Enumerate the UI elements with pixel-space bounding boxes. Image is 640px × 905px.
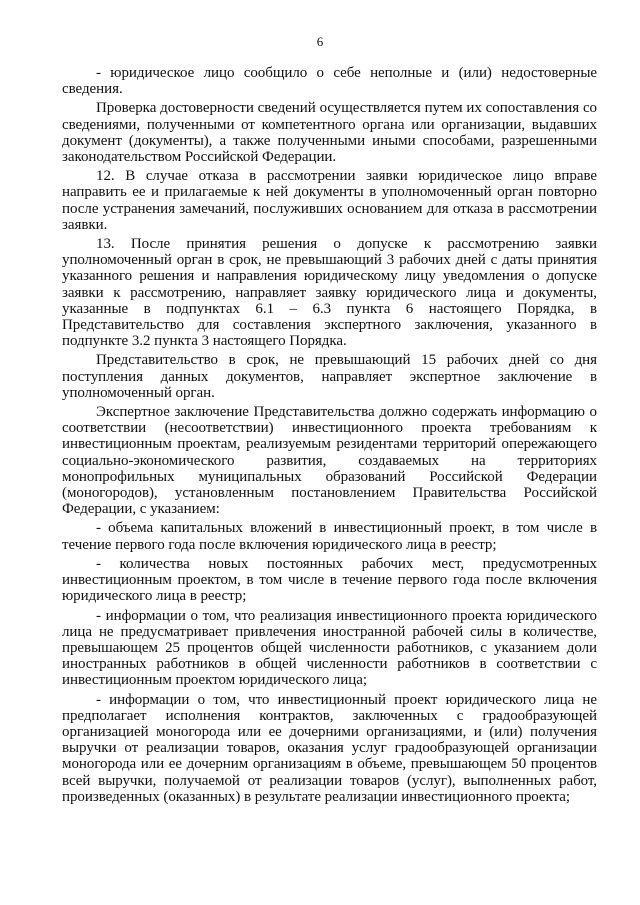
paragraph-verification: Проверка достоверности сведений осуществляется путем их сопоставления со сведениями, полученными от компетентного органа или организации, выдавших документ (документы), а также полученными иными способами, разрешенными законодательством Российской Федерации. xyxy=(62,100,597,166)
list-item-capital-investments: - объема капитальных вложений в инвестиционный проект, в том числе в течение первого года после включения юридического лица в реестр; xyxy=(62,520,597,553)
paragraph-item-12: 12. В случае отказа в рассмотрении заявки юридическое лицо вправе направить ее и прилагаемые к ней документы в уполномоченный орган повторно после устранения замечаний, послуживших основанием для отказа в рассмотрении заявки. xyxy=(62,168,597,233)
document-body xyxy=(62,65,597,808)
list-item-new-jobs: - количества новых постоянных рабочих мест, предусмотренных инвестиционным проектом, в том числе в течение первого года после включения юридического лица в реестр; xyxy=(62,555,597,605)
paragraph-item-13: 13. После принятия решения о допуске к рассмотрению заявки уполномоченный орган в срок, не превышающий 3 рабочих дней с даты принятия указанного решения и направления юридическому лицу уведомления о допуске заявки к рассмотрению, направляет заявку юридического лица и документы, указанные в подпунктах 6.1 – 6.3 пункта 6 настоящего Порядка, в Представительство для составления экспертного заключения, указанного в подпункте 3.2 пункта 3 настоящего Порядка. xyxy=(62,236,597,350)
paragraph-representation-term: Представительство в срок, не превышающий 15 рабочих дней со дня поступления данных документов, направляет экспертное заключение в уполномоченный орган. xyxy=(62,352,597,401)
paragraph-incomplete-info: - юридическое лицо сообщило о себе неполные и (или) недостоверные сведения. xyxy=(62,65,597,98)
paragraph-expert-conclusion: Экспертное заключение Представительства должно содержать информацию о соответствии (несоответствии) инвестиционного проекта требованиям к инвестиционным проектам, реализуемым резидентами территорий опережающего социально-экономического развития, создаваемых на территориях монопрофильных муниципальных образований Российской Федерации (моногородов), установленным постановлением Правительства Российской Федерации, с указанием: xyxy=(62,404,597,518)
list-item-foreign-labor: - информации о том, что реализация инвестиционного проекта юридического лица не предусматривает привлечения иностранной рабочей силы в количестве, превышающем 25 процентов общей численности работников, с указанием доли иностранных работников в общей численности работников в соответствии с инвестиционным проектом юридического лица; xyxy=(62,607,597,689)
page-number: 6 xyxy=(316,34,324,49)
list-item-city-forming-contracts: - информации о том, что инвестиционный проект юридического лица не предполагает исполнения контрактов, заключенных с градообразующей организацией моногорода или ее дочерними организациями, и (или) получения выручки от реализации товаров, оказания услуг градообразующей организации моногорода или ее дочерним организациям в объеме, превышающем 50 процентов всей выручки, получаемой от реализации товаров (услуг), выполненных работ, произведенных (оказанных) в результате реализации инвестиционного проекта; xyxy=(62,691,597,805)
